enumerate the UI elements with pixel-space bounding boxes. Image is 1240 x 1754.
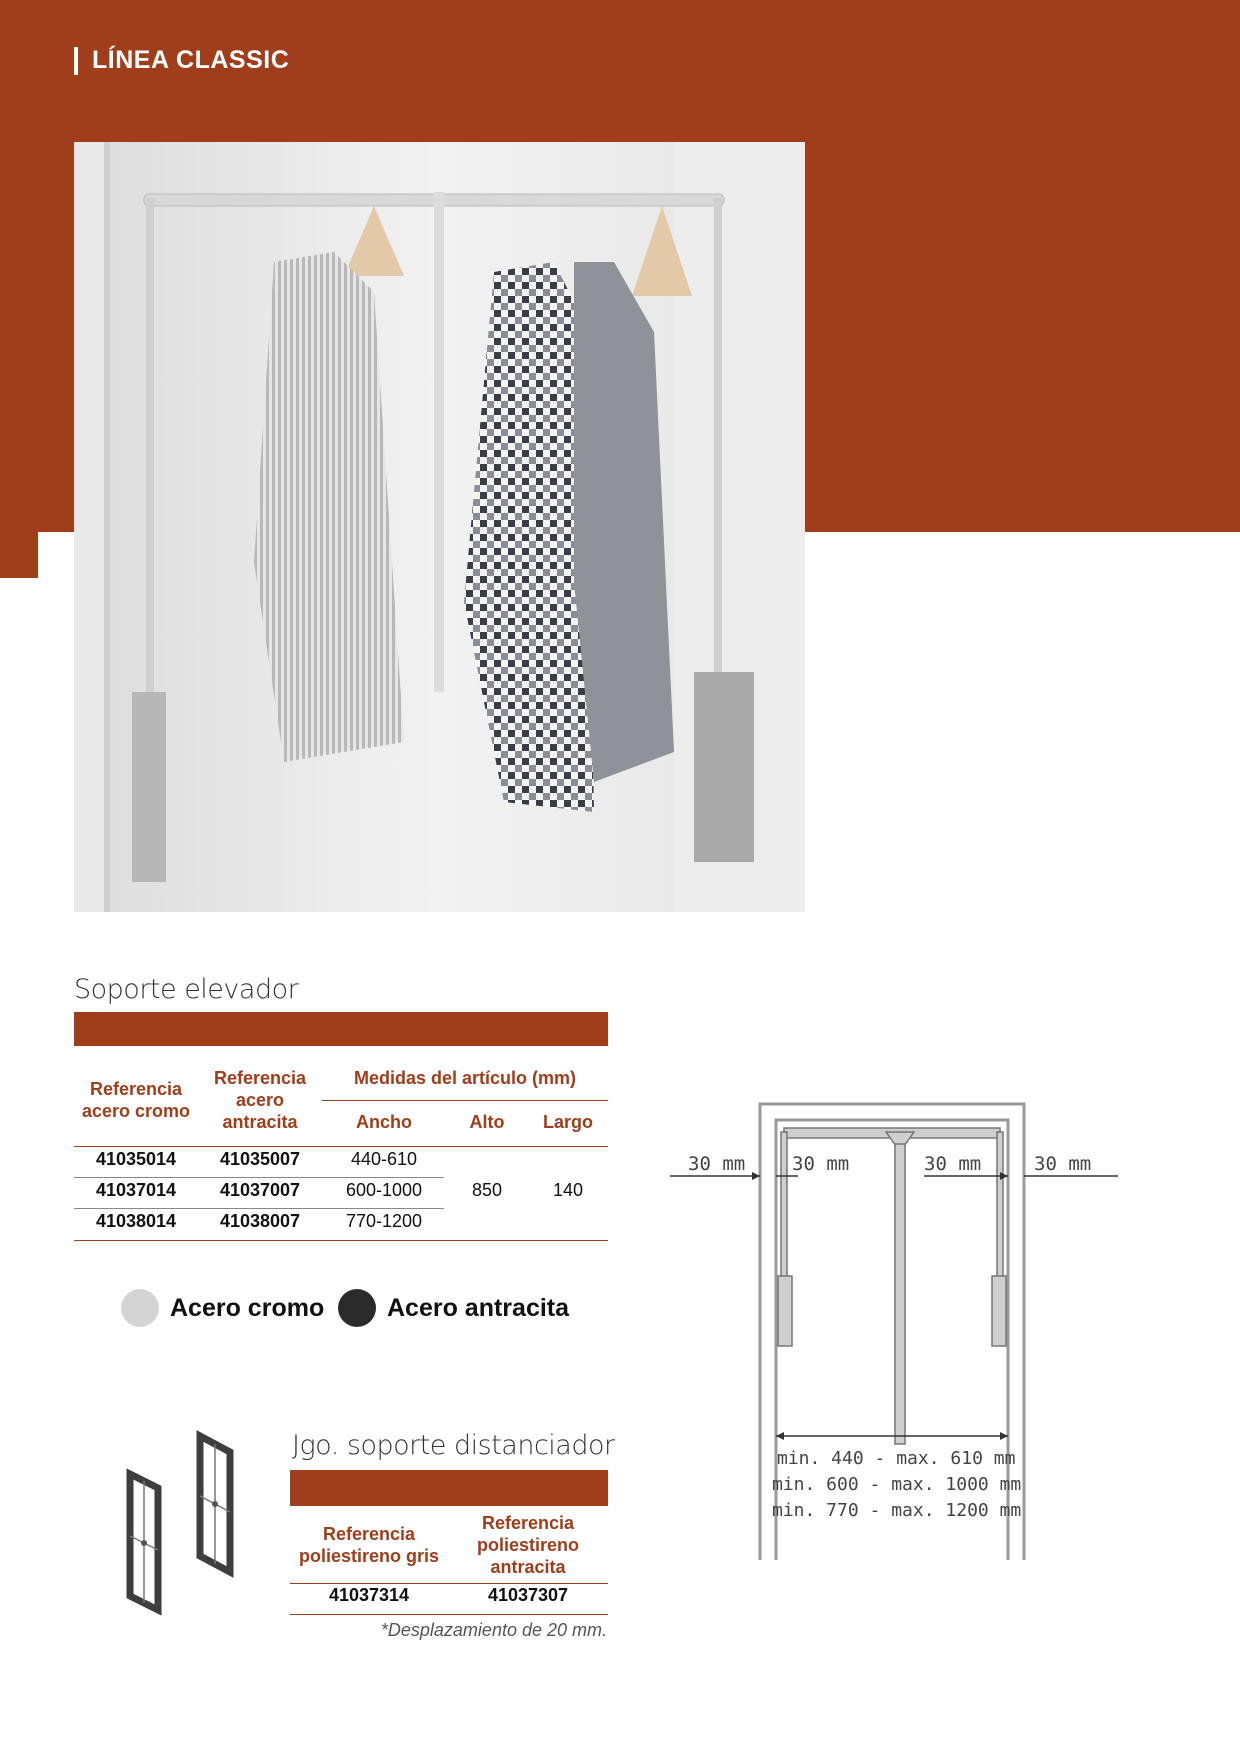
chrome-label: Acero cromo — [170, 1294, 325, 1322]
cell-ref-anthracite: 41035007 — [219, 1149, 301, 1169]
range-label: min. 770 - max. 1200 mm — [772, 1500, 1022, 1521]
table-row — [290, 1580, 608, 1611]
th-height: Alto — [469, 1112, 505, 1132]
th-length: Largo — [542, 1112, 593, 1132]
accent-block — [0, 532, 38, 578]
product2-table — [290, 1510, 608, 1611]
cell-ref-anthracite: 41037007 — [219, 1180, 301, 1200]
spacer-illustration — [110, 1412, 280, 1622]
cell-width: 770-1200 — [345, 1211, 423, 1231]
rule-header — [74, 1146, 608, 1147]
cell-height: 850 — [471, 1180, 503, 1200]
product2-title: Jgo. soporte distanciador — [292, 1430, 615, 1461]
rule-p2-bottom — [290, 1614, 608, 1615]
gap-label: 30 mm — [792, 1153, 850, 1175]
cell-width: 600-1000 — [345, 1180, 423, 1200]
header-bar — [74, 47, 78, 75]
th-width: Ancho — [356, 1112, 412, 1132]
cell-ref-poly-anthracite: 41037307 — [487, 1585, 569, 1605]
cell-ref-chrome: 41038014 — [95, 1211, 177, 1231]
table-row — [74, 1144, 608, 1175]
cell-width: 440-610 — [350, 1149, 418, 1169]
th-ref-grey: Referencia poliestireno gris — [298, 1524, 440, 1566]
cell-ref-chrome: 41035014 — [95, 1149, 177, 1169]
gap-label: 30 mm — [688, 1153, 746, 1175]
gap-label: 30 mm — [1034, 1153, 1092, 1175]
chrome-swatch — [121, 1289, 159, 1327]
anthracite-swatch — [338, 1289, 376, 1327]
th-ref-chrome: Referencia acero cromo — [81, 1079, 191, 1121]
page-title: LÍNEA CLASSIC — [92, 46, 290, 74]
page-header — [74, 46, 289, 75]
rule-row2 — [74, 1208, 444, 1209]
cell-ref-chrome: 41037014 — [95, 1180, 177, 1200]
range-label: min. 440 - max. 610 mm — [777, 1448, 1016, 1469]
dimension-diagram — [668, 1066, 1128, 1596]
product1-bar — [74, 1012, 608, 1046]
cell-length: 140 — [552, 1180, 584, 1200]
product2-bar — [290, 1470, 608, 1506]
cell-ref-anthracite: 41038007 — [219, 1211, 301, 1231]
product-photo — [74, 142, 805, 912]
cell-ref-grey: 41037314 — [328, 1585, 410, 1605]
anthracite-label: Acero antracita — [387, 1294, 570, 1322]
th-ref-anthracite: Referencia acero antracita — [213, 1068, 307, 1132]
th-ref-poly-anthracite: Referencia poliestireno antracita — [476, 1513, 579, 1577]
rule-p2-header — [290, 1583, 608, 1584]
footnote: *Desplazamiento de 20 mm. — [380, 1620, 607, 1640]
rule-measures — [322, 1100, 608, 1101]
gap-label: 30 mm — [924, 1153, 982, 1175]
range-label: min. 600 - max. 1000 mm — [772, 1474, 1022, 1495]
th-measures: Medidas del artículo (mm) — [353, 1068, 577, 1088]
rule-row1 — [74, 1177, 444, 1178]
rule-bottom — [74, 1240, 608, 1241]
product1-title: Soporte elevador — [74, 974, 299, 1005]
